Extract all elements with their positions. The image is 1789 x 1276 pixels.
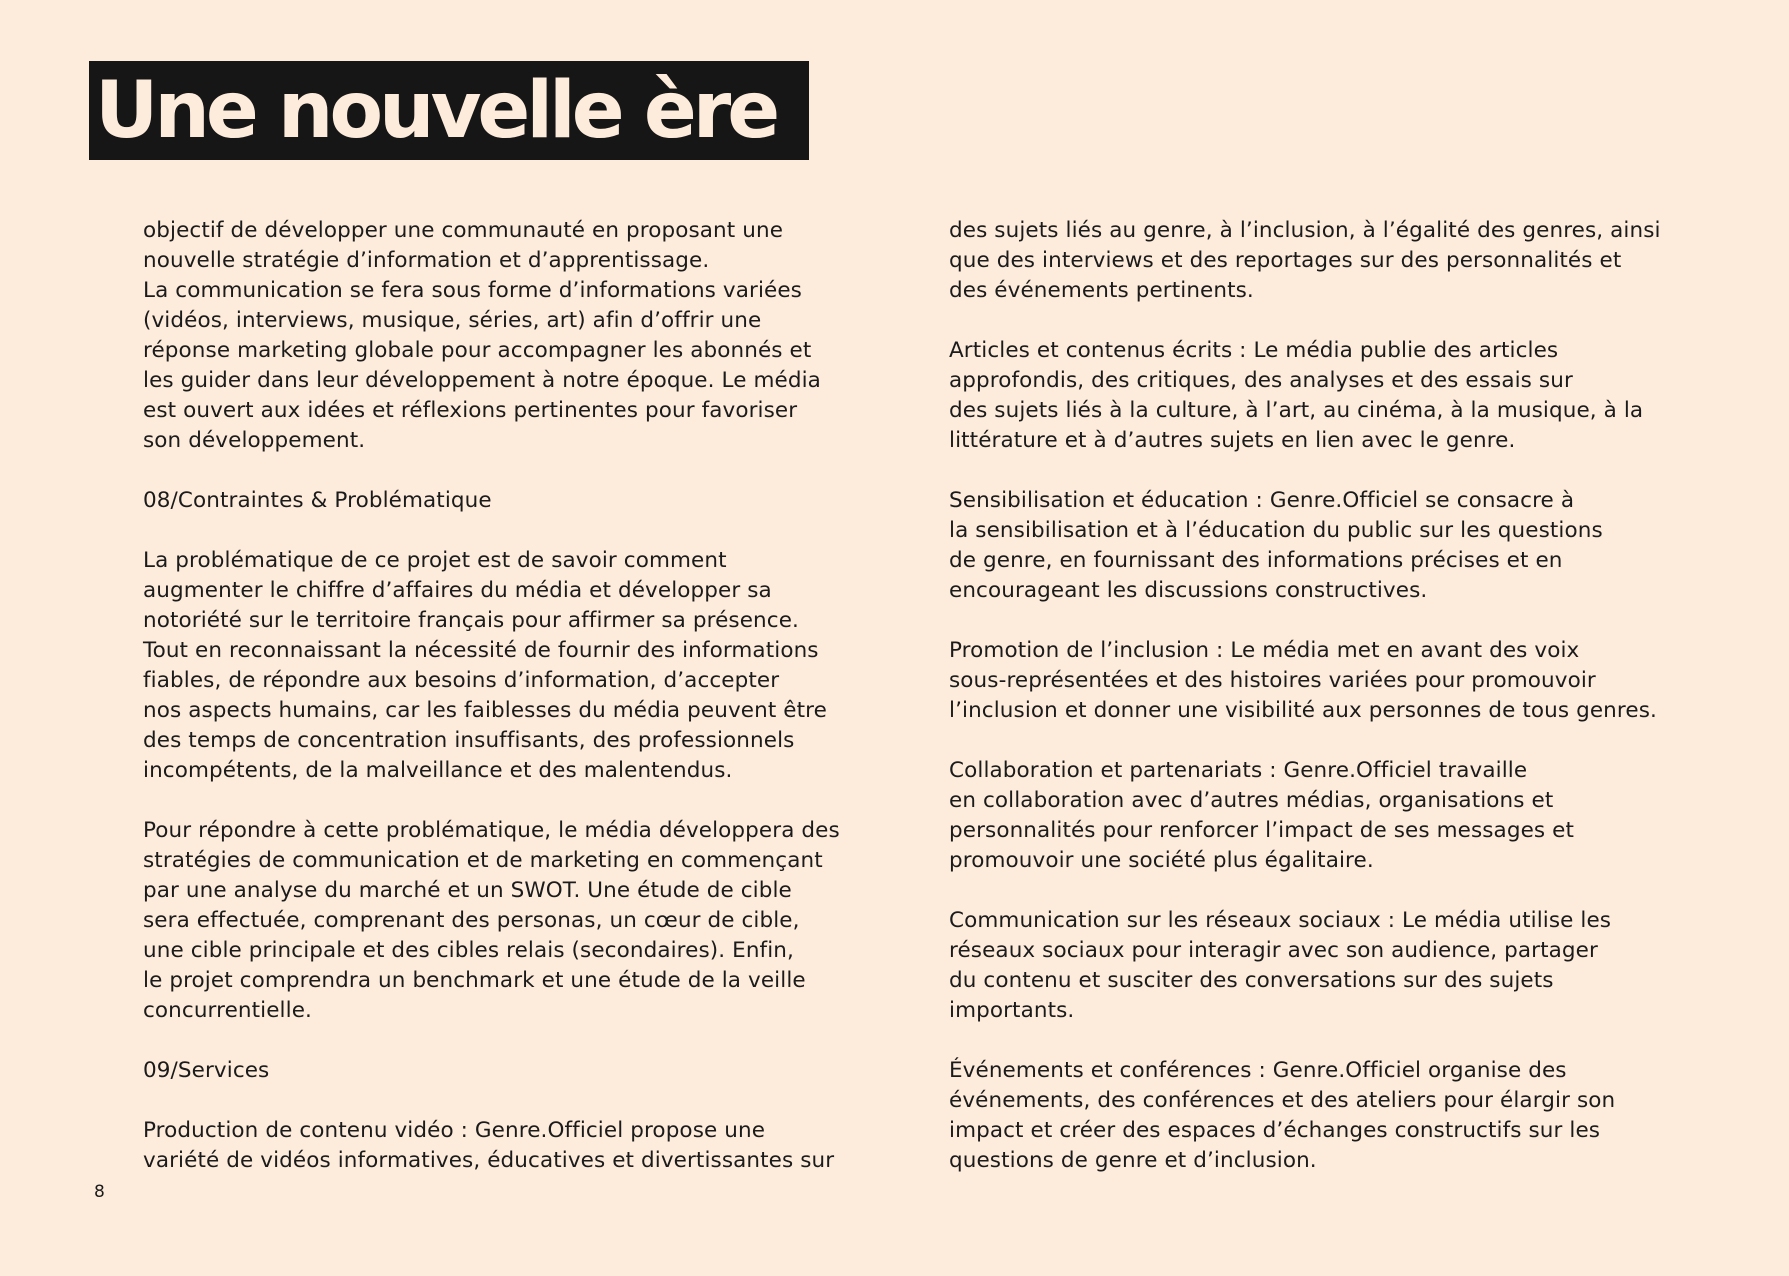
text-line: son développement. [143, 428, 366, 453]
text-line: importants. [949, 998, 1075, 1023]
text-line: variété de vidéos informatives, éducatives et divertissantes sur [143, 1148, 835, 1173]
text-line: Production de contenu vidéo : Genre.Officiel propose une [143, 1118, 766, 1143]
text-line: que des interviews et des reportages sur des personnalités et [949, 248, 1622, 273]
text-line: personnalités pour renforcer l’impact de ses messages et [949, 818, 1574, 843]
inclusion-paragraph [949, 636, 1749, 726]
articles-paragraph [949, 336, 1749, 456]
text-line: promouvoir une société plus égalitaire. [949, 848, 1374, 873]
text-line: (vidéos, interviews, musique, séries, art) afin d’offrir une [143, 308, 762, 333]
text-line: Promotion de l’inclusion : Le média met en avant des voix [949, 638, 1580, 663]
section-heading-09: 09/Services [143, 1058, 270, 1083]
text-line: fiables, de répondre aux besoins d’information, d’accepter [143, 668, 780, 693]
text-line: objectif de développer une communauté en proposant une [143, 218, 784, 243]
text-line: par une analyse du marché et un SWOT. Une étude de cible [143, 878, 792, 903]
text-line: incompétents, de la malveillance et des malentendus. [143, 758, 733, 783]
intro-paragraph [143, 216, 923, 456]
text-line: nouvelle stratégie d’information et d’apprentissage. [143, 248, 710, 273]
text-line: des sujets liés au genre, à l’inclusion, à l’égalité des genres, ainsi [949, 218, 1661, 243]
text-line: événements, des conférences et des ateliers pour élargir son [949, 1088, 1616, 1113]
text-line: nos aspects humains, car les faiblesses du média peuvent être [143, 698, 827, 723]
text-line: l’inclusion et donner une visibilité aux personnes de tous genres. [949, 698, 1657, 723]
text-line: augmenter le chiffre d’affaires du média et développer sa [143, 578, 772, 603]
text-line: sous-représentées et des histoires variées pour promouvoir [949, 668, 1596, 693]
text-line: encourageant les discussions constructives. [949, 578, 1428, 603]
text-line: concurrentielle. [143, 998, 312, 1023]
video-paragraph-continued [949, 216, 1749, 306]
text-line: Articles et contenus écrits : Le média publie des articles [949, 338, 1559, 363]
text-line: notoriété sur le territoire français pour affirmer sa présence. [143, 608, 799, 633]
text-line: réseaux sociaux pour interagir avec son audience, partager [949, 938, 1598, 963]
collaboration-paragraph [949, 756, 1749, 876]
text-line: questions de genre et d’inclusion. [949, 1148, 1317, 1173]
awareness-paragraph [949, 486, 1749, 606]
text-line: La communication se fera sous forme d’informations variées [143, 278, 802, 303]
section-heading-08: 08/Contraintes & Problématique [143, 488, 492, 513]
problem-paragraph [143, 546, 923, 786]
text-line: des sujets liés à la culture, à l’art, au cinéma, à la musique, à la [949, 398, 1644, 423]
video-paragraph [143, 1116, 923, 1176]
text-line: des temps de concentration insuffisants, des professionnels [143, 728, 795, 753]
text-line: une cible principale et des cibles relais (secondaires). Enfin, [143, 938, 794, 963]
text-line: littérature et à d’autres sujets en lien avec le genre. [949, 428, 1516, 453]
left-column [143, 216, 923, 1176]
text-line: Événements et conférences : Genre.Officiel organise des [949, 1058, 1567, 1083]
text-line: Sensibilisation et éducation : Genre.Officiel se consacre à [949, 488, 1575, 513]
text-line: Pour répondre à cette problématique, le média développera des [143, 818, 840, 843]
right-column [949, 216, 1749, 1176]
text-line: les guider dans leur développement à notre époque. Le média [143, 368, 821, 393]
text-line: stratégies de communication et de marketing en commençant [143, 848, 823, 873]
strategy-paragraph [143, 816, 923, 1026]
text-line: le projet comprendra un benchmark et une étude de la veille [143, 968, 806, 993]
text-line: réponse marketing globale pour accompagner les abonnés et [143, 338, 812, 363]
text-line: approfondis, des critiques, des analyses et des essais sur [949, 368, 1573, 393]
text-line: du contenu et susciter des conversations sur des sujets [949, 968, 1554, 993]
text-line: des événements pertinents. [949, 278, 1254, 303]
text-line: la sensibilisation et à l’éducation du public sur les questions [949, 518, 1603, 543]
text-line: Collaboration et partenariats : Genre.Officiel travaille [949, 758, 1528, 783]
text-line: Communication sur les réseaux sociaux : Le média utilise les [949, 908, 1612, 933]
title-banner [89, 61, 809, 160]
text-line: La problématique de ce projet est de savoir comment [143, 548, 727, 573]
text-line: Tout en reconnaissant la nécessité de fournir des informations [143, 638, 819, 663]
events-paragraph [949, 1056, 1749, 1176]
text-line: impact et créer des espaces d’échanges constructifs sur les [949, 1118, 1601, 1143]
text-line: en collaboration avec d’autres médias, organisations et [949, 788, 1554, 813]
page-number: 8 [94, 1182, 105, 1202]
page-title: Une nouvelle ère [95, 65, 777, 156]
text-line: est ouvert aux idées et réflexions pertinentes pour favoriser [143, 398, 798, 423]
text-line: de genre, en fournissant des informations précises et en [949, 548, 1563, 573]
social-paragraph [949, 906, 1749, 1026]
text-line: sera effectuée, comprenant des personas, un cœur de cible, [143, 908, 800, 933]
